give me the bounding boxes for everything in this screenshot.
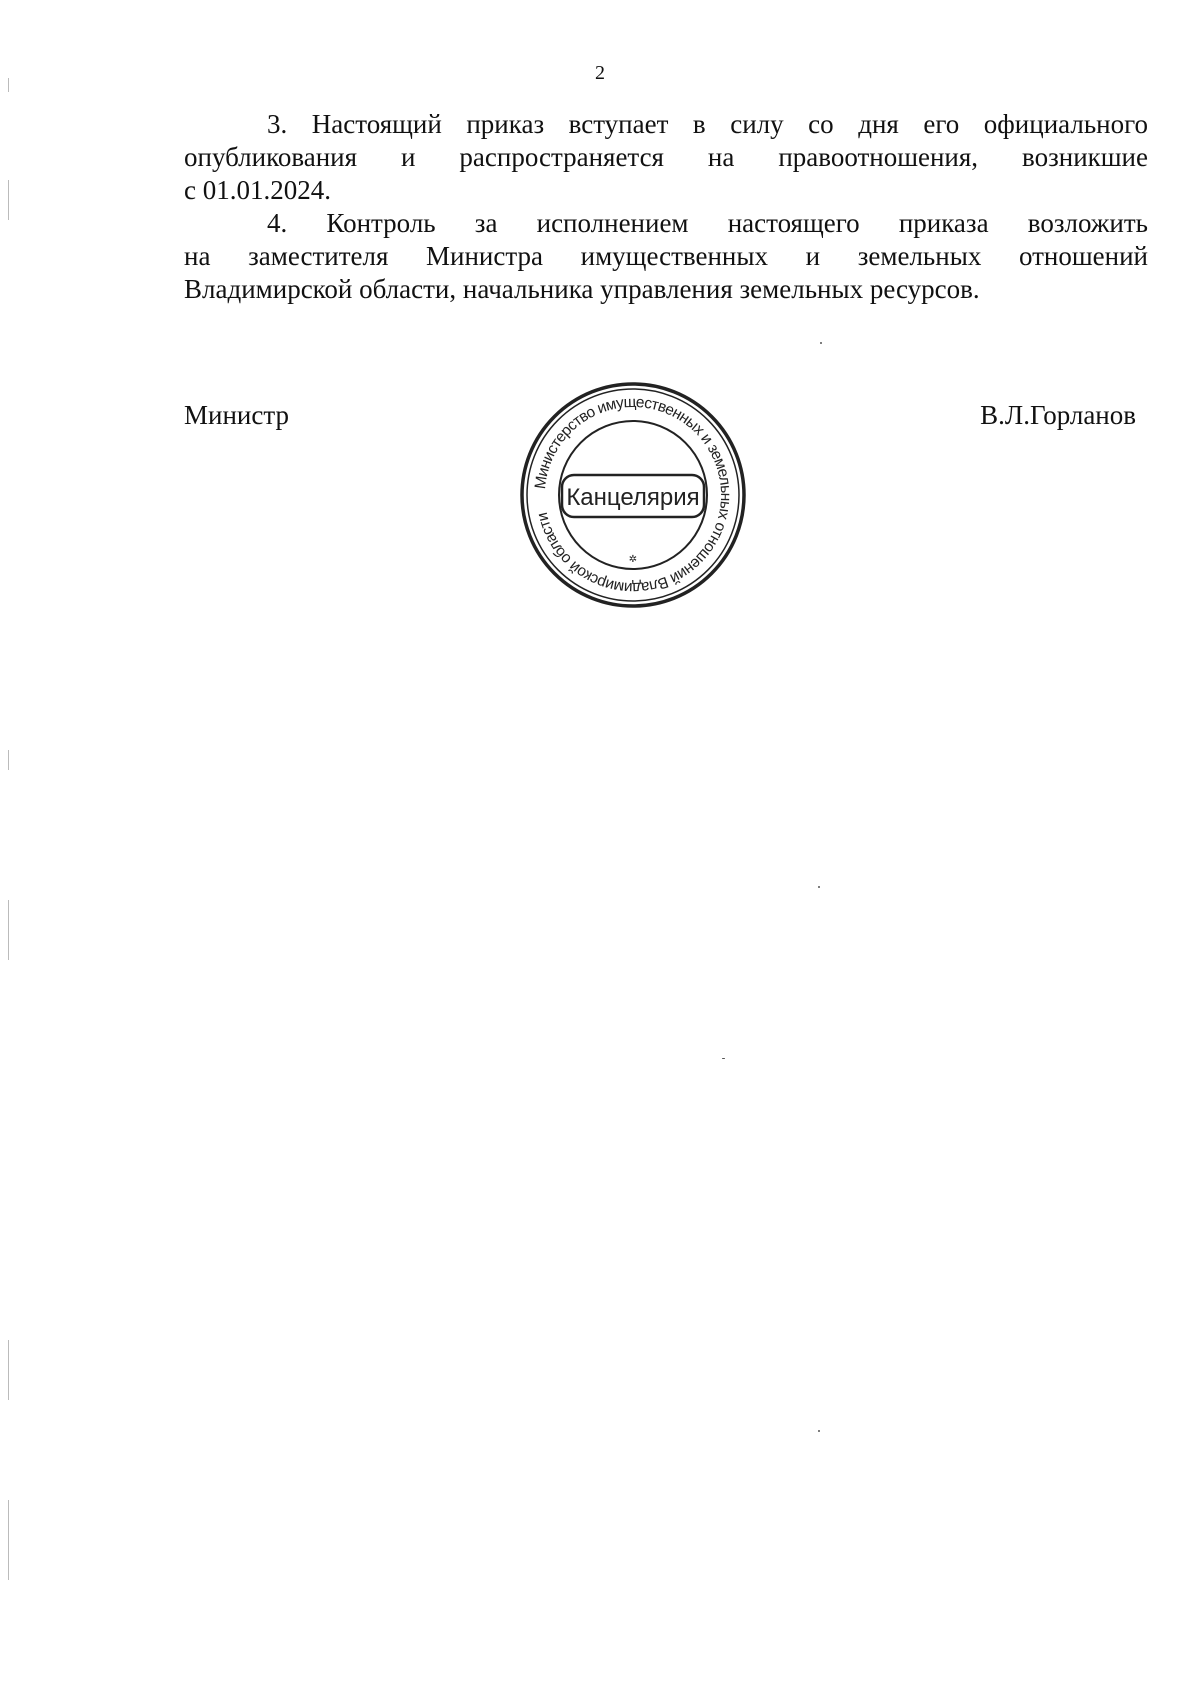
signatory-role: Министр: [184, 400, 289, 430]
paragraph-line: Владимирской области, начальника управления земельных ресурсов.: [184, 274, 980, 304]
paragraph-line: 4. Контроль за исполнением настоящего приказа возложить: [267, 208, 1148, 238]
scan-edge-mark: [8, 750, 9, 770]
paragraph-4: [184, 207, 1148, 306]
document-body: [184, 108, 1148, 306]
scan-edge-mark: [8, 180, 9, 220]
scan-speck: [818, 1430, 820, 1432]
scan-speck: [820, 342, 822, 344]
signatory-name: В.Л.Горланов: [980, 400, 1136, 430]
seal-center-text: Канцелярия: [566, 484, 700, 511]
page-number: 2: [595, 62, 605, 84]
office-seal-stamp: [518, 380, 748, 610]
seal-ring-text: Министерство имущественных и земельных отношений Владимирской области: [532, 393, 735, 597]
paragraph-line: 3. Настоящий приказ вступает в силу со дня его официального: [267, 109, 1148, 139]
scan-speck: [722, 1058, 725, 1059]
scan-edge-mark: [8, 1500, 9, 1580]
scan-edge-mark: [8, 900, 9, 960]
paragraph-line: опубликования и распространяется на правоотношения, возникшие: [184, 142, 1148, 172]
paragraph-line: с 01.01.2024.: [184, 175, 331, 205]
seal-star-icon: ✲: [628, 554, 638, 565]
scan-edge-mark: [8, 78, 9, 92]
paragraph-3: [184, 108, 1148, 207]
scan-speck: [818, 886, 820, 888]
scan-edge-mark: [8, 1340, 9, 1400]
paragraph-line: на заместителя Министра имущественных и земельных отношений: [184, 241, 1148, 271]
